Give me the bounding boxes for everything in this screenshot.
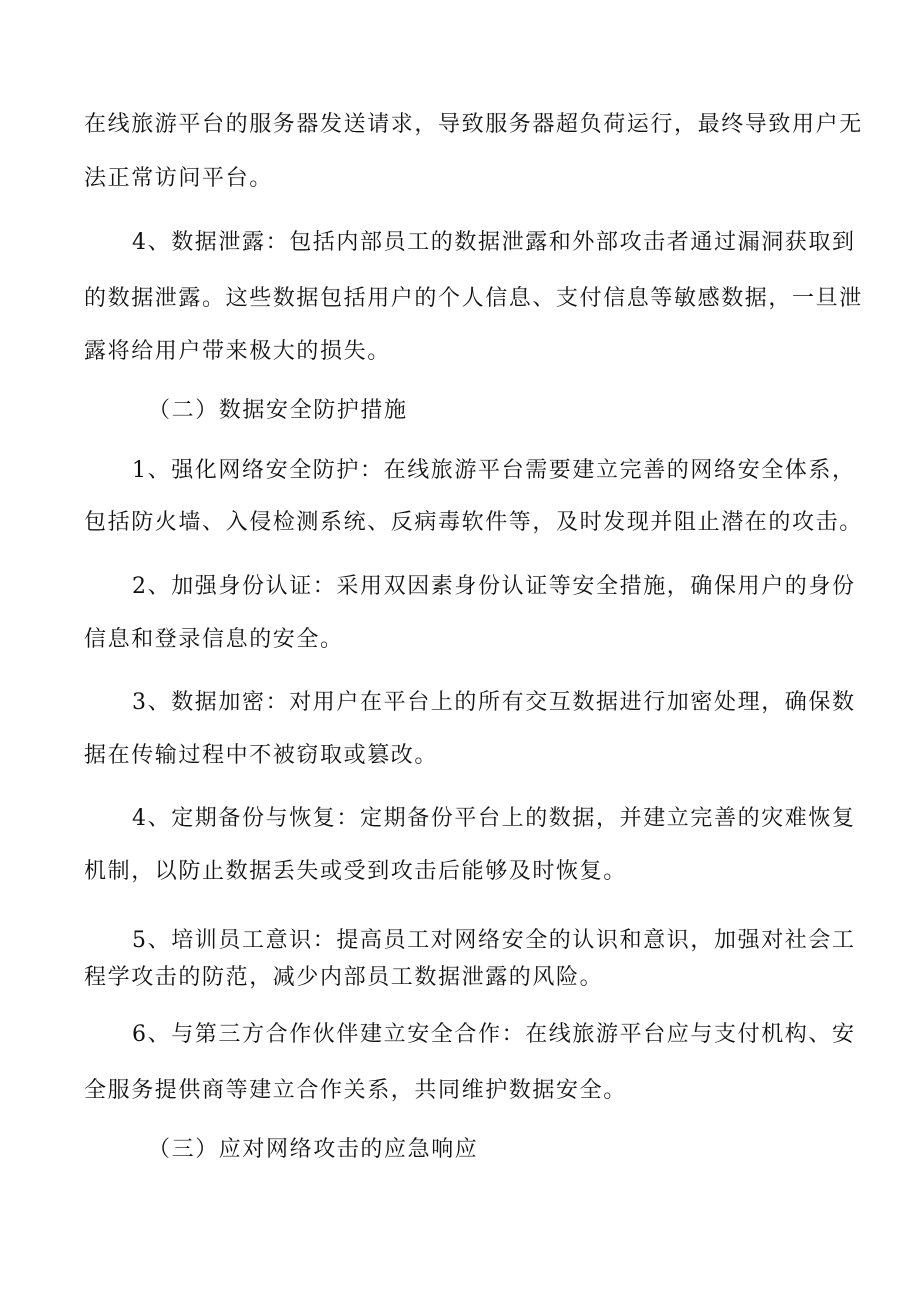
paragraph-line: 据在传输过程中不被窃取或篡改。: [84, 743, 439, 768]
paragraph-line: 程学攻击的防范，减少内部员工数据泄露的风险。: [84, 965, 604, 990]
paragraph-line: 4、定期备份与恢复：定期备份平台上的数据，并建立完善的灾难恢复: [132, 806, 856, 831]
paragraph-line: 在线旅游平台的服务器发送请求，导致服务器超负荷运行，最终导致用户无: [84, 112, 863, 137]
paragraph-line: 2、加强身份认证：采用双因素身份认证等安全措施，确保用户的身份: [132, 574, 856, 599]
section-heading: （三）应对网络攻击的应急响应: [148, 1137, 479, 1162]
paragraph-line: 6、与第三方合作伙伴建立安全合作：在线旅游平台应与支付机构、安: [132, 1022, 856, 1047]
paragraph-line: 露将给用户带来极大的损失。: [84, 339, 391, 364]
section-heading: （二）数据安全防护措施: [148, 398, 408, 423]
paragraph-line: 机制，以防止数据丢失或受到攻击后能够及时恢复。: [84, 859, 627, 884]
paragraph-line: 信息和登录信息的安全。: [84, 627, 344, 652]
paragraph-line: 4、数据泄露：包括内部员工的数据泄露和外部攻击者通过漏洞获取到: [132, 230, 856, 255]
paragraph-line: 3、数据加密：对用户在平台上的所有交互数据进行加密处理，确保数: [132, 690, 856, 715]
paragraph-line: 的数据泄露。这些数据包括用户的个人信息、支付信息等敏感数据，一旦泄: [84, 286, 863, 311]
paragraph-line: 全服务提供商等建立合作关系，共同维护数据安全。: [84, 1078, 627, 1103]
paragraph-line: 1、强化网络安全防护：在线旅游平台需要建立完善的网络安全体系，: [132, 458, 856, 483]
paragraph-line: 法正常访问平台。: [84, 166, 273, 191]
paragraph-line: 包括防火墙、入侵检测系统、反病毒软件等，及时发现并阻止潜在的攻击。: [84, 510, 863, 535]
paragraph-line: 5、培训员工意识：提高员工对网络安全的认识和意识，加强对社会工: [132, 928, 856, 953]
